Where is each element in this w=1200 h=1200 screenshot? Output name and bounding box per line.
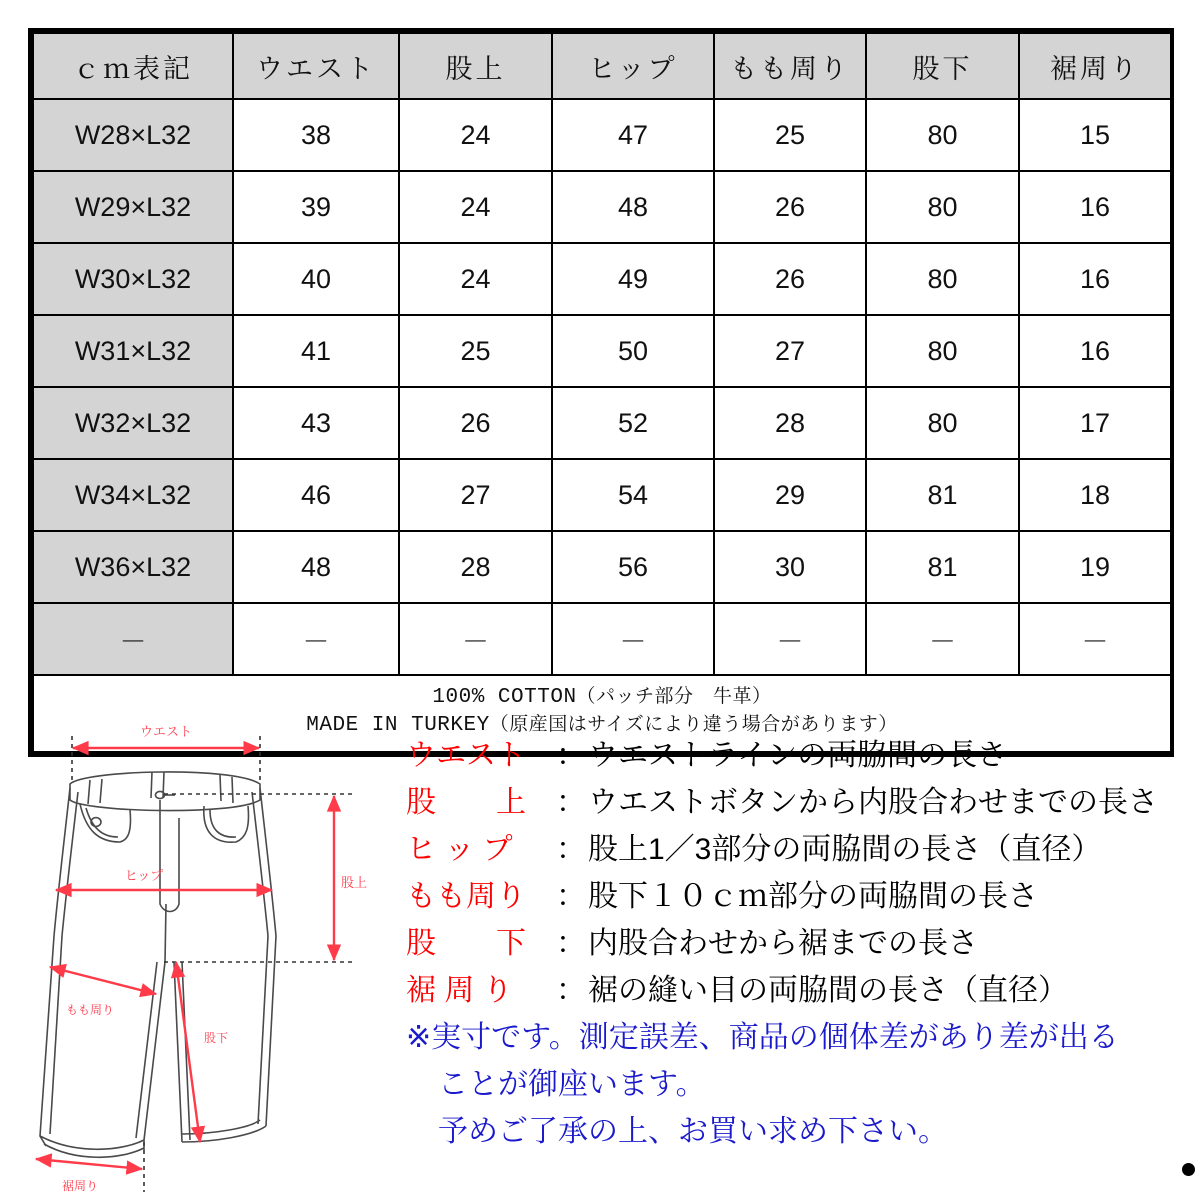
measurement-guide-section <box>0 716 1200 1200</box>
column-header-thigh: もも周り <box>714 33 866 99</box>
left-side-seam-outer <box>54 788 70 936</box>
cell-hip: 50 <box>552 315 714 387</box>
definition-desc-inseam: 内股合わせから裾までの長さ <box>588 927 978 960</box>
cell-thigh: － <box>714 603 866 675</box>
cell-waist: 43 <box>233 387 399 459</box>
cell-inseam: 81 <box>866 459 1019 531</box>
row-size-label: W29×L32 <box>33 171 233 243</box>
cell-rise: 24 <box>399 171 552 243</box>
left-hem-edge <box>40 1136 144 1149</box>
cell-thigh: 26 <box>714 171 866 243</box>
cell-hip: 52 <box>552 387 714 459</box>
cell-hem: 19 <box>1019 531 1171 603</box>
row-size-label: － <box>33 603 233 675</box>
cell-waist: 48 <box>233 531 399 603</box>
cell-waist: 41 <box>233 315 399 387</box>
origin-note-text: （原産国はサイズにより違う場合があります） <box>489 714 898 736</box>
waist-label: ウエスト <box>139 724 193 739</box>
cell-hem: 16 <box>1019 315 1171 387</box>
table-row <box>33 387 1171 459</box>
cell-hip: 49 <box>552 243 714 315</box>
table-header-row <box>33 33 1171 99</box>
inseam-arrow <box>176 962 200 1142</box>
table-row <box>33 459 1171 531</box>
material-line <box>34 684 1170 712</box>
jeans-outline-group <box>40 772 276 1157</box>
right-side-seam-outer <box>260 788 276 936</box>
crotch-center-line <box>165 904 166 962</box>
cell-hem: 16 <box>1019 171 1171 243</box>
definition-label-hem: 裾 周 り <box>406 974 513 1007</box>
jeans-measurement-diagram <box>24 722 384 1200</box>
cell-inseam: 80 <box>866 243 1019 315</box>
jeans-diagram-svg <box>24 722 384 1200</box>
definition-row-waist <box>406 730 1196 777</box>
row-size-label: W31×L32 <box>33 315 233 387</box>
cell-waist: 46 <box>233 459 399 531</box>
cell-hip: 54 <box>552 459 714 531</box>
cell-rise: 24 <box>399 243 552 315</box>
cell-waist: － <box>233 603 399 675</box>
cell-inseam: 80 <box>866 99 1019 171</box>
hem-label: 裾周り <box>61 1179 99 1193</box>
definition-row-rise <box>406 777 1196 824</box>
table-row <box>33 243 1171 315</box>
definition-desc-hip: 股上1／3部分の両脇間の長さ（直径） <box>588 833 1102 866</box>
table-row <box>33 171 1171 243</box>
material-text: 100% COTTON <box>432 686 577 709</box>
definition-row-hem <box>406 965 1196 1012</box>
size-chart-table-container <box>28 28 1174 757</box>
definition-colon: ： <box>556 833 586 866</box>
row-size-label: W36×L32 <box>33 531 233 603</box>
cell-rise: 28 <box>399 531 552 603</box>
guide-lines-group <box>72 736 354 1192</box>
column-header-size: ｃｍ表記 <box>33 33 233 99</box>
definition-label-inseam: 股 下 <box>406 927 526 960</box>
cell-thigh: 29 <box>714 459 866 531</box>
column-header-waist: ウエスト <box>233 33 399 99</box>
corner-bullet-dot <box>1182 1163 1195 1176</box>
right-side-seam-inner <box>252 792 268 936</box>
cell-hip: － <box>552 603 714 675</box>
hip-label: ヒップ <box>124 868 164 883</box>
cell-inseam: 80 <box>866 171 1019 243</box>
left-side-seam-inner <box>62 792 78 936</box>
cell-hem: 18 <box>1019 459 1171 531</box>
cell-thigh: 30 <box>714 531 866 603</box>
column-header-hem: 裾周り <box>1019 33 1171 99</box>
size-chart-table <box>32 32 1172 753</box>
row-size-label: W28×L32 <box>33 99 233 171</box>
column-header-inseam: 股下 <box>866 33 1019 99</box>
inseam-label: 股下 <box>203 1031 229 1045</box>
right-leg-outer-stitch <box>258 936 268 1124</box>
row-size-label: W32×L32 <box>33 387 233 459</box>
cell-waist: 38 <box>233 99 399 171</box>
disclaimer-line-3: 予めご了承の上、お買い求め下さい。 <box>438 1115 948 1148</box>
cell-waist: 39 <box>233 171 399 243</box>
table-body <box>33 99 1171 752</box>
definition-row-inseam <box>406 918 1196 965</box>
table-row <box>33 99 1171 171</box>
cell-hem: 15 <box>1019 99 1171 171</box>
table-row <box>33 315 1171 387</box>
cell-inseam: 80 <box>866 315 1019 387</box>
right-hem-stitch <box>182 1120 260 1134</box>
belt-loop-center-left <box>151 772 164 798</box>
hem-arrow <box>36 1159 142 1169</box>
definition-row-hip <box>406 824 1196 871</box>
definition-row-thigh <box>406 871 1196 918</box>
disclaimer-line-2: ことが御座います。 <box>438 1068 706 1101</box>
table-row <box>33 603 1171 675</box>
cell-hip: 48 <box>552 171 714 243</box>
cell-thigh: 26 <box>714 243 866 315</box>
cell-hip: 47 <box>552 99 714 171</box>
cell-rise: 24 <box>399 99 552 171</box>
row-size-label: W34×L32 <box>33 459 233 531</box>
definition-label-thigh: もも周り <box>406 880 526 913</box>
cell-hem: 16 <box>1019 243 1171 315</box>
definition-desc-hem: 裾の縫い目の両脇間の長さ（直径） <box>588 974 1068 1007</box>
cell-hip: 56 <box>552 531 714 603</box>
column-header-rise: 股上 <box>399 33 552 99</box>
definition-desc-waist: ウエストラインの両脇間の長さ <box>588 739 1008 772</box>
cell-hem: 17 <box>1019 387 1171 459</box>
fly-shape <box>160 800 179 912</box>
right-leg-outer <box>266 936 276 1126</box>
thigh-arrow <box>50 967 156 994</box>
measurement-definitions-list <box>406 730 1196 1153</box>
origin-text: MADE IN TURKEY <box>306 714 490 738</box>
cell-inseam: 80 <box>866 387 1019 459</box>
table-header <box>33 33 1171 99</box>
belt-loop-left <box>88 779 102 804</box>
cell-inseam: － <box>866 603 1019 675</box>
definition-colon: ： <box>556 786 586 819</box>
definition-desc-thigh: 股下１０ｃｍ部分の両脇間の長さ <box>588 880 1038 913</box>
definition-label-waist: ウエスト <box>406 739 526 772</box>
row-size-label: W30×L32 <box>33 243 233 315</box>
cell-thigh: 25 <box>714 99 866 171</box>
right-pocket-stitch <box>210 810 236 837</box>
cell-waist: 40 <box>233 243 399 315</box>
cell-thigh: 28 <box>714 387 866 459</box>
definition-label-hip: ヒ ッ プ <box>406 833 513 866</box>
disclaimer-line-1: ※実寸です。測定誤差、商品の個体差があり差が出る <box>406 1021 1119 1054</box>
definition-colon: ： <box>556 880 586 913</box>
definition-colon: ： <box>556 974 586 1007</box>
material-patch-text: （パッチ部分 牛革） <box>576 686 772 707</box>
cell-thigh: 27 <box>714 315 866 387</box>
thigh-label: もも周り <box>65 1003 115 1017</box>
definition-label-rise: 股 上 <box>406 786 526 819</box>
cell-hem: － <box>1019 603 1171 675</box>
definition-colon: ： <box>556 739 586 772</box>
table-row <box>33 531 1171 603</box>
cell-rise: 27 <box>399 459 552 531</box>
column-header-hip: ヒップ <box>552 33 714 99</box>
definition-desc-rise: ウエストボタンから内股合わせまでの長さ <box>588 786 1158 819</box>
cell-rise: 26 <box>399 387 552 459</box>
rise-label: 股上 <box>340 875 368 890</box>
cell-rise: － <box>399 603 552 675</box>
belt-loop-right <box>220 775 233 803</box>
cell-inseam: 81 <box>866 531 1019 603</box>
definition-colon: ： <box>556 927 586 960</box>
cell-rise: 25 <box>399 315 552 387</box>
